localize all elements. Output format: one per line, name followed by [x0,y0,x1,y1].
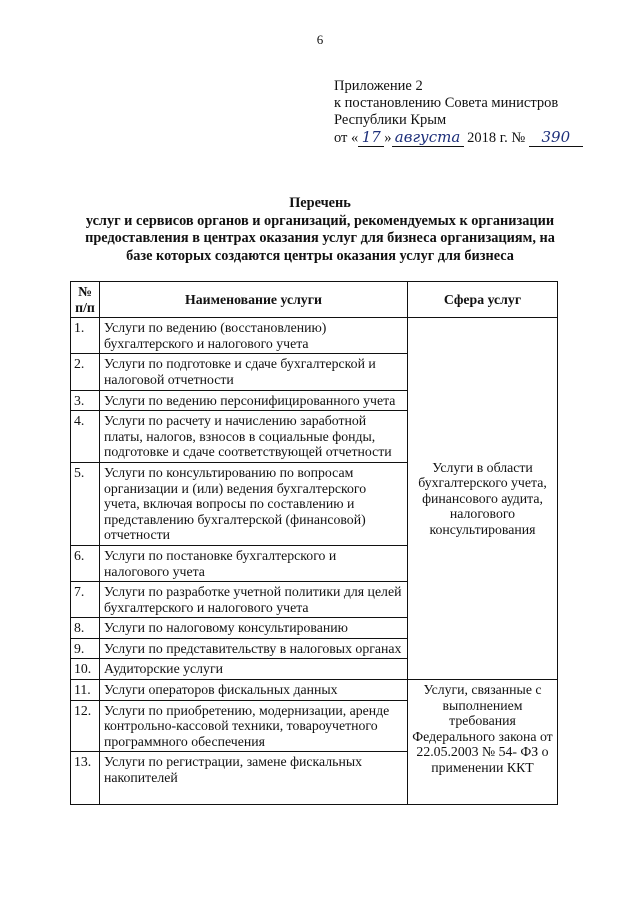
scope-accounting: Услуги в области бухгалтерского учета, финансового аудита, налогового консультирования [408,318,558,680]
date-day: 17 [358,129,384,147]
row-name: Услуги по представительству в налоговых органах [100,638,408,659]
row-num: 12. [71,700,100,752]
title-line-2: услуг и сервисов органов и организаций, рекомендуемых к организации [85,212,555,229]
row-name: Услуги по постановке бухгалтерского и налогового учета [100,545,408,581]
row-name: Услуги по разработке учетной политики для целей бухгалтерского и налогового учета [100,582,408,618]
row-name: Услуги по налоговому консультированию [100,618,408,639]
scope-fiscal: Услуги, связанные с выполнением требования Федерального закона от 22.05.2003 № 54- ФЗ о применении ККТ [408,680,558,805]
row-num: 8. [71,618,100,639]
row-num: 5. [71,462,100,545]
row-num: 13. [71,752,100,805]
date-year: 2018 г. [467,130,508,146]
row-num: 3. [71,390,100,411]
row-name: Аудиторские услуги [100,659,408,680]
row-num: 6. [71,545,100,581]
row-name: Услуги по приобретению, модернизации, аренде контрольно-кассовой техники, товароучетного программного обеспечения [100,700,408,752]
row-name: Услуги по ведению (восстановлению) бухгалтерского и налогового учета [100,318,408,354]
row-name: Услуги по консультированию по вопросам организации и (или) ведения бухгалтерского учета, включая вопросы по составлению и представлению бухгалтерской (финансовой) отчетности [100,462,408,545]
row-num: 9. [71,638,100,659]
appendix-line-2: к постановлению Совета министров [334,95,559,111]
row-num: 1. [71,318,100,354]
row-num: 10. [71,659,100,680]
document-title [40,195,600,265]
row-num: 4. [71,411,100,463]
header-scope: Сфера услуг [408,282,558,318]
decree-number: 390 [529,129,583,147]
date-month: августа [392,129,464,147]
row-num: 11. [71,680,100,701]
header-name: Наименование услуги [100,282,408,318]
date-mid: » [384,130,392,146]
table-row [71,680,558,701]
header-num: № п/п [71,282,100,318]
title-line-3: предоставления в центрах оказания услуг для бизнеса организациям, на [85,230,555,246]
row-name: Услуги по расчету и начислению заработной платы, налогов, взносов в социальные фонды, подготовке и сдаче соответствующей отчетности [100,411,408,463]
page-number: 6 [316,32,324,47]
appendix-date-line [334,129,583,147]
row-name: Услуги по подготовке и сдаче бухгалтерской и налоговой отчетности [100,354,408,390]
row-name: Услуги по ведению персонифицированного учета [100,390,408,411]
table-row [71,318,558,354]
number-label: № [511,130,526,146]
date-prefix: от « [334,130,359,146]
table-header-row [71,282,558,318]
title-line-1: Перечень [289,195,351,211]
row-name: Услуги по регистрации, замене фискальных накопителей [100,752,408,805]
title-line-4: базе которых создаются центры оказания услуг для бизнеса [126,247,514,264]
row-num: 7. [71,582,100,618]
services-table [70,281,558,805]
appendix-block [334,78,583,147]
appendix-line-3: Республики Крым [334,112,447,128]
appendix-line-1: Приложение 2 [334,78,423,94]
row-num: 2. [71,354,100,390]
row-name: Услуги операторов фискальных данных [100,680,408,701]
